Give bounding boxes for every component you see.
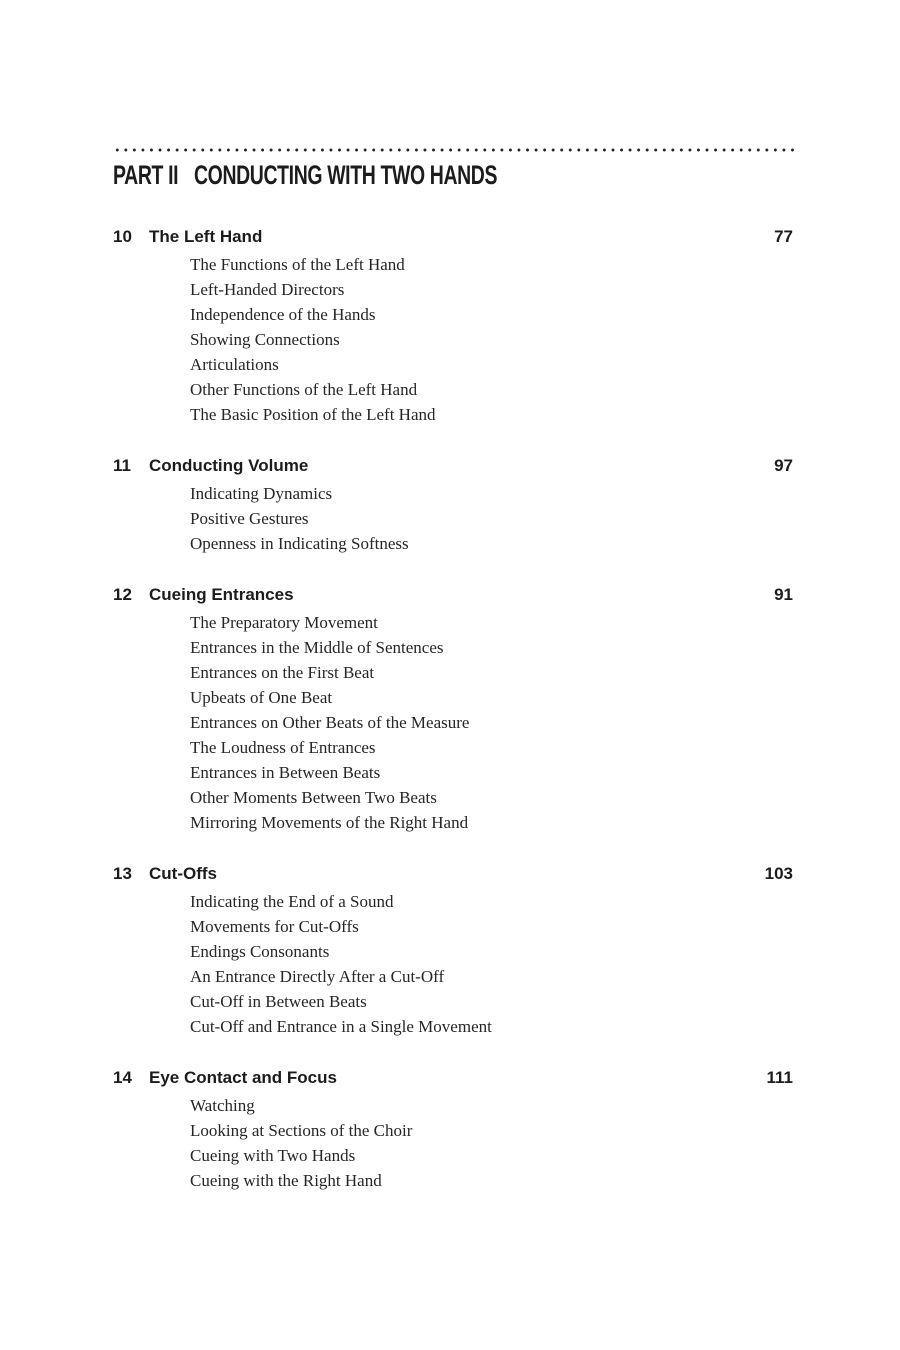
section-item[interactable]: Upbeats of One Beat: [190, 688, 333, 707]
chapter-14: [113, 1067, 793, 1193]
section-item[interactable]: Showing Connections: [190, 330, 340, 349]
chapter-number: 10: [113, 227, 132, 246]
section-item[interactable]: Movements for Cut-Offs: [190, 917, 359, 936]
section-item[interactable]: Positive Gestures: [190, 509, 309, 528]
section-item[interactable]: Cut-Off and Entrance in a Single Movement: [190, 1017, 492, 1036]
chapter-heading[interactable]: [113, 226, 793, 252]
chapter-number: 14: [113, 1068, 132, 1087]
section-item[interactable]: Looking at Sections of the Choir: [190, 1121, 413, 1140]
section-item[interactable]: Cueing with the Right Hand: [190, 1171, 382, 1190]
chapter-title: Cut-Offs: [149, 864, 217, 883]
chapter-10: [113, 226, 793, 427]
dotted-divider: [113, 148, 797, 152]
section-item[interactable]: Watching: [190, 1096, 255, 1115]
chapter-number: 11: [113, 456, 131, 475]
chapter-number: 13: [113, 864, 132, 883]
chapter-heading[interactable]: [113, 455, 793, 481]
chapter-page-number: 103: [764, 864, 793, 883]
chapter-title: Eye Contact and Focus: [149, 1068, 337, 1087]
chapter-heading[interactable]: [113, 1067, 793, 1093]
section-list: [113, 610, 793, 835]
part-title: CONDUCTING WITH TWO HANDS: [194, 160, 498, 190]
section-item[interactable]: Other Moments Between Two Beats: [190, 788, 437, 807]
section-item[interactable]: Indicating the End of a Sound: [190, 892, 394, 911]
chapter-heading[interactable]: [113, 863, 793, 889]
chapter-11: [113, 455, 793, 556]
section-item[interactable]: The Preparatory Movement: [190, 613, 378, 632]
section-item[interactable]: Left-Handed Directors: [190, 280, 345, 299]
section-item[interactable]: An Entrance Directly After a Cut-Off: [190, 967, 445, 986]
section-item[interactable]: Indicating Dynamics: [190, 484, 333, 503]
section-item[interactable]: The Functions of the Left Hand: [190, 255, 405, 274]
section-item[interactable]: The Loudness of Entrances: [190, 738, 376, 757]
chapter-page-number: 91: [774, 585, 793, 604]
section-item[interactable]: Openness in Indicating Softness: [190, 534, 409, 553]
section-list: [113, 252, 793, 427]
section-item[interactable]: Entrances on Other Beats of the Measure: [190, 713, 470, 732]
section-item[interactable]: Cut-Off in Between Beats: [190, 992, 367, 1011]
section-item[interactable]: Articulations: [190, 355, 279, 374]
section-list: [113, 889, 793, 1039]
part-heading: [113, 160, 497, 191]
section-item[interactable]: Independence of the Hands: [190, 305, 376, 324]
chapter-title: Conducting Volume: [149, 456, 309, 475]
chapter-number: 12: [113, 585, 132, 604]
section-item[interactable]: Entrances in Between Beats: [190, 763, 381, 782]
section-item[interactable]: Endings Consonants: [190, 942, 330, 961]
part-label: PART II: [113, 160, 179, 190]
chapter-page-number: 111: [766, 1068, 793, 1087]
section-item[interactable]: The Basic Position of the Left Hand: [190, 405, 436, 424]
section-item[interactable]: Mirroring Movements of the Right Hand: [190, 813, 469, 832]
section-item[interactable]: Cueing with Two Hands: [190, 1146, 356, 1165]
chapter-page-number: 77: [774, 227, 793, 246]
chapter-title: The Left Hand: [149, 227, 263, 246]
chapter-page-number: 97: [774, 456, 793, 475]
chapter-title: Cueing Entrances: [149, 585, 294, 604]
chapter-13: [113, 863, 793, 1039]
chapter-12: [113, 584, 793, 835]
chapter-heading[interactable]: [113, 584, 793, 610]
section-list: [113, 481, 793, 556]
section-item[interactable]: Other Functions of the Left Hand: [190, 380, 418, 399]
section-item[interactable]: Entrances on the First Beat: [190, 663, 375, 682]
section-item[interactable]: Entrances in the Middle of Sentences: [190, 638, 444, 657]
section-list: [113, 1093, 793, 1193]
table-of-contents: [113, 226, 793, 1221]
